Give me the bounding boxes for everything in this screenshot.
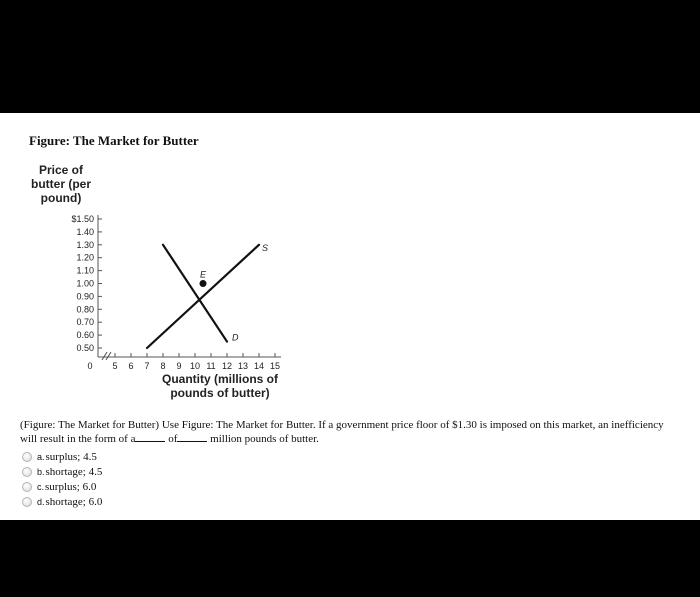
x-origin-label: 0 [87, 361, 93, 371]
option-b[interactable] [22, 464, 102, 479]
supply-curve [147, 245, 259, 348]
option-c[interactable] [22, 479, 102, 494]
question-panel [0, 113, 700, 520]
y-tick-label: 1.30 [76, 239, 94, 250]
x-tick-label: 5 [112, 361, 118, 371]
x-tick-label: 7 [144, 361, 150, 371]
y-tick-label: 1.20 [76, 252, 94, 263]
answer-blank [135, 432, 165, 442]
x-axis-label-line: pounds of butter) [170, 386, 270, 400]
y-tick-label: 0.50 [76, 343, 94, 353]
answer-blank [177, 432, 207, 442]
question-text [20, 419, 700, 446]
demand-label: D [232, 332, 239, 343]
x-tick-label: 13 [237, 361, 249, 371]
option-text: shortage; 4.5 [45, 465, 103, 478]
option-d[interactable] [22, 494, 102, 509]
y-axis-label-line: pound) [40, 191, 82, 205]
question-text-part: million pounds of butter. [210, 433, 319, 445]
option-letter: b. [37, 466, 45, 477]
x-tick-label: 15 [269, 361, 281, 371]
y-axis-label-line: Price of [38, 163, 83, 177]
x-tick-label: 6 [128, 361, 134, 371]
y-tick-label: 1.00 [76, 278, 94, 289]
answer-options [22, 449, 102, 509]
x-tick-label: 12 [221, 361, 233, 371]
y-tick-label: 1.10 [76, 265, 94, 276]
option-text: surplus; 4.5 [45, 450, 97, 463]
question-line-2 [20, 432, 700, 446]
market-chart [0, 113, 700, 373]
x-tick-label: 10 [189, 361, 201, 371]
equilibrium-label: E [200, 269, 207, 280]
y-tick-label: $1.50 [71, 214, 94, 224]
x-tick-label: 14 [253, 361, 265, 371]
option-letter: c. [37, 481, 45, 492]
y-axis-label-line: butter (per [31, 177, 91, 191]
radio-button[interactable] [22, 467, 32, 477]
x-tick-label: 9 [176, 361, 182, 371]
option-letter: a. [37, 451, 45, 462]
y-tick-label: 0.80 [76, 304, 94, 315]
question-text-part: of [168, 433, 178, 445]
x-tick-label: 11 [206, 361, 216, 371]
option-text: shortage; 6.0 [45, 495, 103, 508]
equilibrium-point [200, 280, 207, 287]
demand-curve [163, 245, 227, 342]
x-tick-label: 8 [160, 361, 166, 371]
option-letter: d. [37, 496, 45, 507]
y-tick-label: 0.60 [76, 330, 94, 341]
y-tick-label: 0.70 [76, 317, 94, 328]
option-text: surplus; 6.0 [45, 480, 97, 493]
radio-button[interactable] [22, 452, 32, 462]
option-a[interactable] [22, 449, 102, 464]
x-axis-label [140, 372, 300, 400]
supply-label: S [262, 242, 269, 253]
radio-button[interactable] [22, 482, 32, 492]
x-axis-label-line: Quantity (millions of [162, 372, 278, 386]
y-tick-label: 0.90 [76, 291, 94, 302]
radio-button[interactable] [22, 497, 32, 507]
question-line-1: (Figure: The Market for Butter) Use Figure: The Market for Butter. If a government price floor of $1.30 is imposed on this market, an inefficiency [20, 419, 664, 431]
question-text-part: will result in the form of a [20, 433, 136, 445]
figure-title: Figure: The Market for Butter [29, 133, 199, 148]
y-tick-label: 1.40 [76, 226, 94, 237]
